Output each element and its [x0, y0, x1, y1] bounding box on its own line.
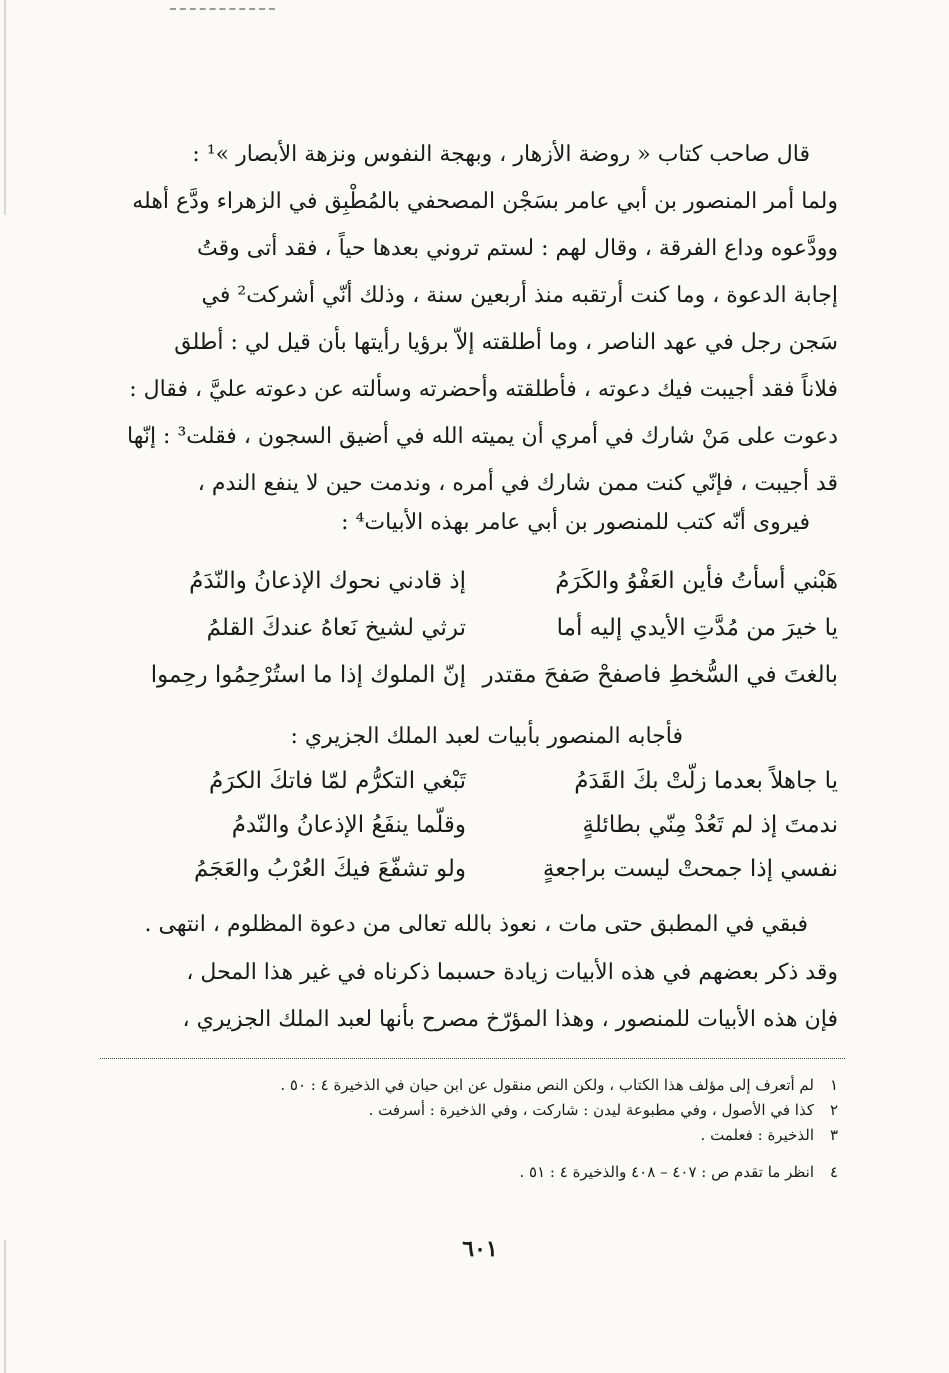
page-fold-shadow	[4, 0, 6, 215]
footnote-text: انظر ما تقدم ص : ٤٠٧ – ٤٠٨ والذخيرة ٤ : ٥١ .	[519, 1163, 814, 1181]
poem-verse	[118, 615, 838, 659]
page-number: ٦٠١	[462, 1236, 498, 1262]
poem-verse	[118, 812, 838, 856]
verse-first-hemistich: بالغتَ في السُّخطِ فاصفحْ صَفحَ مقتدر	[482, 662, 838, 688]
prose-line: فيروى أنّه كتب للمنصور بن أبي عامر بهذه الأبيات⁴ :	[341, 510, 810, 535]
verse-second-hemistich: إنّ الملوك إذا ما استُرْحِمُوا رحِموا	[150, 662, 466, 688]
verse-second-hemistich: ولو تشفّعَ فيكَ العُرْبُ والعَجَمُ	[194, 856, 466, 882]
poem-verse	[118, 856, 838, 900]
verse-second-hemistich: ترثي لشيخ نَعاهُ عندكَ القلمُ	[206, 615, 466, 641]
verse-first-hemistich: نفسي إذا جمحتْ ليست براجعةٍ	[542, 856, 838, 882]
footnote-number: ٤	[829, 1163, 838, 1181]
prose-line: وقد ذكر بعضهم في هذه الأبيات زيادة حسبما ذكرناه في غير هذا المحل ،	[186, 960, 838, 985]
poem-verse	[118, 568, 838, 612]
poem-verse	[118, 662, 838, 706]
verse-first-hemistich: يا جاهلاً بعدما زلّتْ بكَ القَدَمُ	[574, 768, 838, 794]
verse-first-hemistich: ندمتَ إذ لم تَعُدْ مِنّي بطائلةٍ	[582, 812, 838, 838]
poem-verse	[118, 768, 838, 812]
footnote-number: ١	[829, 1076, 838, 1094]
verse-second-hemistich: إذ قادني نحوك الإذعانُ والنّدَمُ	[189, 568, 466, 594]
footnote-text: لم أتعرف إلى مؤلف هذا الكتاب ، ولكن النص منقول عن ابن حيان في الذخيرة ٤ : ٥٠ .	[280, 1076, 814, 1094]
footnote	[118, 1163, 838, 1181]
top-edge-dash	[170, 8, 275, 10]
poem-intro: فأجابه المنصور بأبيات لعبد الملك الجزيري :	[290, 724, 683, 749]
footnote-separator	[100, 1058, 845, 1059]
verse-first-hemistich: يا خيرَ من مُدَّتِ الأيدي إليه أما	[556, 615, 838, 641]
page-fold-shadow	[4, 1240, 6, 1373]
footnote-text: كذا في الأصول ، وفي مطبوعة ليدن : شاركت ، وفي الذخيرة : أسرفت .	[368, 1101, 814, 1119]
footnote	[118, 1126, 838, 1144]
verse-second-hemistich: تَبْغي التكرُّم لمّا فاتكَ الكرَمُ	[209, 768, 466, 794]
verse-second-hemistich: وقلّما ينفَعُ الإذعانُ والنّدمُ	[231, 812, 466, 838]
prose-line: دعوت على مَنْ شارك في أمري أن يميته الله في أضيق السجون ، فقلت³ : إنّها	[126, 424, 838, 449]
footnote	[118, 1101, 838, 1119]
prose-line: قد أجيبت ، فإنّي كنت ممن شارك في أمره ، وندمت حين لا ينفع الندم ،	[197, 471, 838, 496]
prose-line: إجابة الدعوة ، وما كنت أرتقبه منذ أربعين سنة ، وذلك أنّي أشركت² في	[201, 283, 838, 308]
footnote-number: ٣	[829, 1126, 838, 1144]
prose-line: قال صاحب كتاب « روضة الأزهار ، وبهجة النفوس ونزهة الأبصار »¹ :	[192, 142, 810, 167]
prose-line: وودَّعوه وداع الفرقة ، وقال لهم : لستم تروني بعدها حياً ، فقد أتى وقتُ	[197, 236, 838, 261]
prose-line: ولما أمر المنصور بن أبي عامر بسَجْن المصحفي بالمُطْبِق في الزهراء ودَّع أهله	[132, 189, 838, 214]
prose-line: سَجن رجل في عهد الناصر ، وما أطلقته إلاّ برؤيا رأيتها بأن قيل لي : أطلق	[174, 330, 838, 355]
prose-line: فلاناً فقد أجيبت فيك دعوته ، فأطلقته وأحضرته وسألته عن دعوته عليَّ ، فقال :	[129, 377, 838, 402]
verse-first-hemistich: هَبْني أسأتُ فأين العَفْوُ والكَرَمُ	[555, 568, 838, 594]
footnote	[118, 1076, 838, 1094]
footnote-text: الذخيرة : فعلمت .	[700, 1126, 814, 1144]
prose-line: فإن هذه الأبيات للمنصور ، وهذا المؤرّخ مصرح بأنها لعبد الملك الجزيري ،	[182, 1007, 838, 1032]
prose-line: فبقي في المطبق حتى مات ، نعوذ بالله تعالى من دعوة المظلوم ، انتهى .	[144, 912, 808, 937]
footnote-number: ٢	[829, 1101, 838, 1119]
